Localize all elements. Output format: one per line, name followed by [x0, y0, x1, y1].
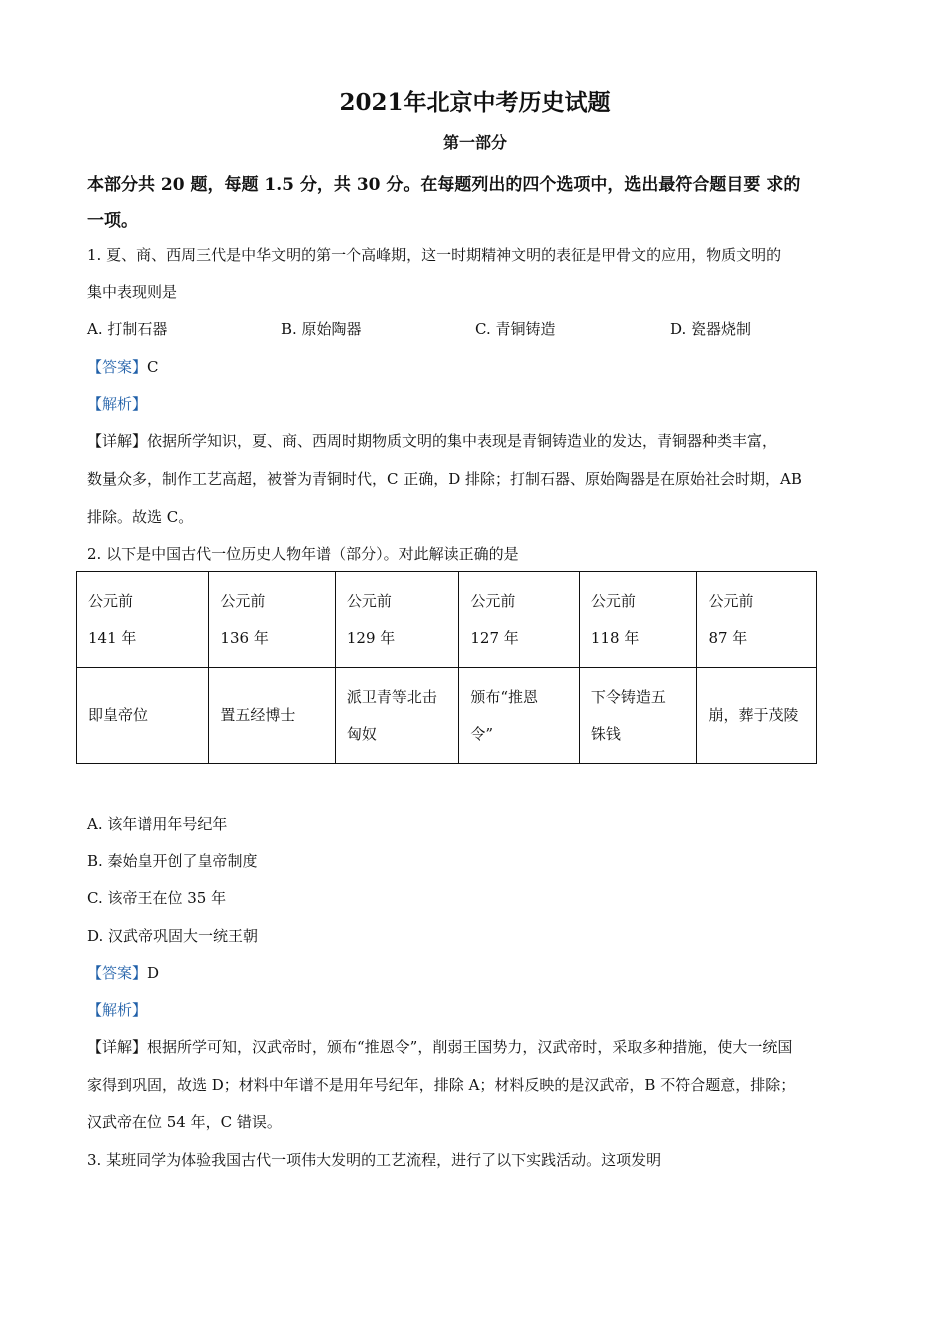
q2-answer-value: D: [147, 964, 160, 982]
q2-answer: [87, 962, 159, 983]
q1-detail-line-1: 【详解】依据所学知识，夏、商、西周时期物质文明的集中表现是青铜铸造业的发达，青铜器种类丰富，: [87, 432, 778, 450]
q1-option-b: B. 原始陶器: [281, 320, 362, 338]
part-heading: 第一部分: [442, 133, 507, 152]
q1-detail-line-3: 排除。故选 C。: [87, 508, 194, 526]
q2-detail-line-3: 汉武帝在位 54 年，C 错误。: [87, 1113, 282, 1131]
instruction-line-1: 本部分共 20 题，每题 1.5 分，共 30 分。在每题列出的四个选项中，选出最符合题目要 求的: [87, 175, 801, 195]
q1-answer: [87, 356, 159, 377]
table-cell: 公元前 136 年: [209, 572, 335, 668]
q2-detail-line-1: 【详解】根据所学可知，汉武帝时，颁布“推恩令”，削弱王国势力，汉武帝时，采取多种措施，使大一统国: [87, 1038, 793, 1056]
q1-analysis-label: 【解析】: [87, 395, 148, 413]
table-cell: 崩，葬于茂陵: [697, 668, 817, 764]
q3-stem: 3. 某班同学为体验我国古代一项伟大发明的工艺流程，进行了以下实践活动。这项发明: [87, 1151, 662, 1169]
table-cell: 公元前 87 年: [697, 572, 817, 668]
table-cell: 公元前 141 年: [77, 572, 209, 668]
q2-detail-line-2: 家得到巩固，故选 D；材料中年谱不是用年号纪年，排除 A；材料反映的是汉武帝，B 不符合题意，排除；: [87, 1076, 796, 1094]
q2-option-d: D. 汉武帝巩固大一统王朝: [87, 927, 259, 945]
q1-stem-line-1: 1. 夏、商、西周三代是中华文明的第一个高峰期，这一时期精神文明的表征是甲骨文的应用，物质文明的: [87, 246, 782, 264]
q2-option-b: B. 秦始皇开创了皇帝制度: [87, 852, 258, 870]
table-row-events: [77, 668, 817, 764]
q2-option-c: C. 该帝王在位 35 年: [87, 889, 227, 907]
q2-stem: 2. 以下是中国古代一位历史人物年谱（部分）。对此解读正确的是: [87, 545, 519, 563]
table-cell: 即皇帝位: [77, 668, 209, 764]
table-cell: 颁布“推恩 令”: [459, 668, 580, 764]
q1-detail-line-2: 数量众多，制作工艺高超，被誉为青铜时代，C 正确，D 排除；打制石器、原始陶器是在原始社会时期，AB: [87, 470, 802, 488]
table-row-years: [77, 572, 817, 668]
q1-option-a: A. 打制石器: [87, 320, 168, 338]
table-cell: 置五经博士: [209, 668, 335, 764]
q1-answer-label: 【答案】: [87, 358, 148, 376]
table-cell: 公元前 118 年: [579, 572, 697, 668]
table-cell: 公元前 127 年: [459, 572, 580, 668]
q2-analysis-label: 【解析】: [87, 1001, 148, 1019]
q2-option-a: A. 该年谱用年号纪年: [87, 815, 228, 833]
instruction-line-2: 一项。: [87, 211, 138, 231]
q1-answer-value: C: [147, 358, 159, 376]
q1-stem-line-2: 集中表现则是: [87, 283, 178, 301]
q1-option-d: D. 瓷器烧制: [670, 320, 752, 338]
q2-answer-label: 【答案】: [87, 964, 148, 982]
table-cell: 下令铸造五 铢钱: [579, 668, 697, 764]
page-title: 2021年北京中考历史试题: [339, 89, 611, 116]
q1-option-c: C. 青铜铸造: [475, 320, 556, 338]
table-cell: 派卫青等北击 匈奴: [335, 668, 458, 764]
table-cell: 公元前 129 年: [335, 572, 458, 668]
chronology-table: [76, 571, 817, 764]
